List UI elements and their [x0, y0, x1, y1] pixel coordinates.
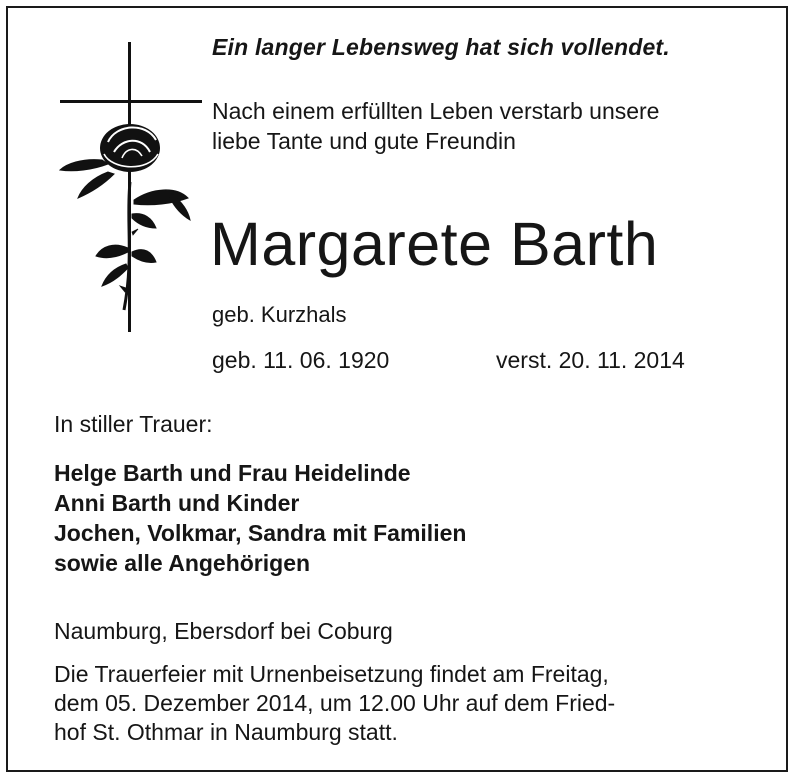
- headline: Ein langer Lebensweg hat sich vollendet.: [212, 34, 670, 60]
- deceased-name: Margarete Barth: [210, 210, 659, 278]
- rose-icon: [60, 124, 190, 310]
- death-date: verst. 20. 11. 2014: [496, 347, 685, 373]
- mourner-item: sowie alle Angehörigen: [54, 550, 311, 576]
- funeral-line: hof St. Othmar in Naumburg statt.: [54, 719, 398, 745]
- cross-with-rose-illustration: [52, 42, 202, 332]
- mourner-item: Helge Barth und Frau Heidelinde: [54, 460, 411, 486]
- maiden-name: geb. Kurzhals: [212, 302, 347, 327]
- obituary-notice: [6, 6, 788, 772]
- intro-line: Nach einem erfüllten Leben verstarb unsere: [212, 98, 660, 124]
- place-line: Naumburg, Ebersdorf bei Coburg: [54, 618, 393, 644]
- funeral-line: dem 05. Dezember 2014, um 12.00 Uhr auf dem Fried-: [54, 690, 616, 716]
- funeral-details: [54, 660, 774, 747]
- intro-line: liebe Tante und gute Freundin: [212, 128, 516, 154]
- birth-date: geb. 11. 06. 1920: [212, 347, 390, 373]
- life-dates: [212, 347, 685, 374]
- mourner-item: Anni Barth und Kinder: [54, 490, 300, 516]
- mourner-item: Jochen, Volkmar, Sandra mit Familien: [54, 520, 467, 546]
- mourners-list: [54, 458, 466, 578]
- funeral-line: Die Trauerfeier mit Urnenbeisetzung findet am Freitag,: [54, 661, 609, 687]
- mourning-label: In stiller Trauer:: [54, 411, 213, 437]
- intro-text: [212, 96, 772, 156]
